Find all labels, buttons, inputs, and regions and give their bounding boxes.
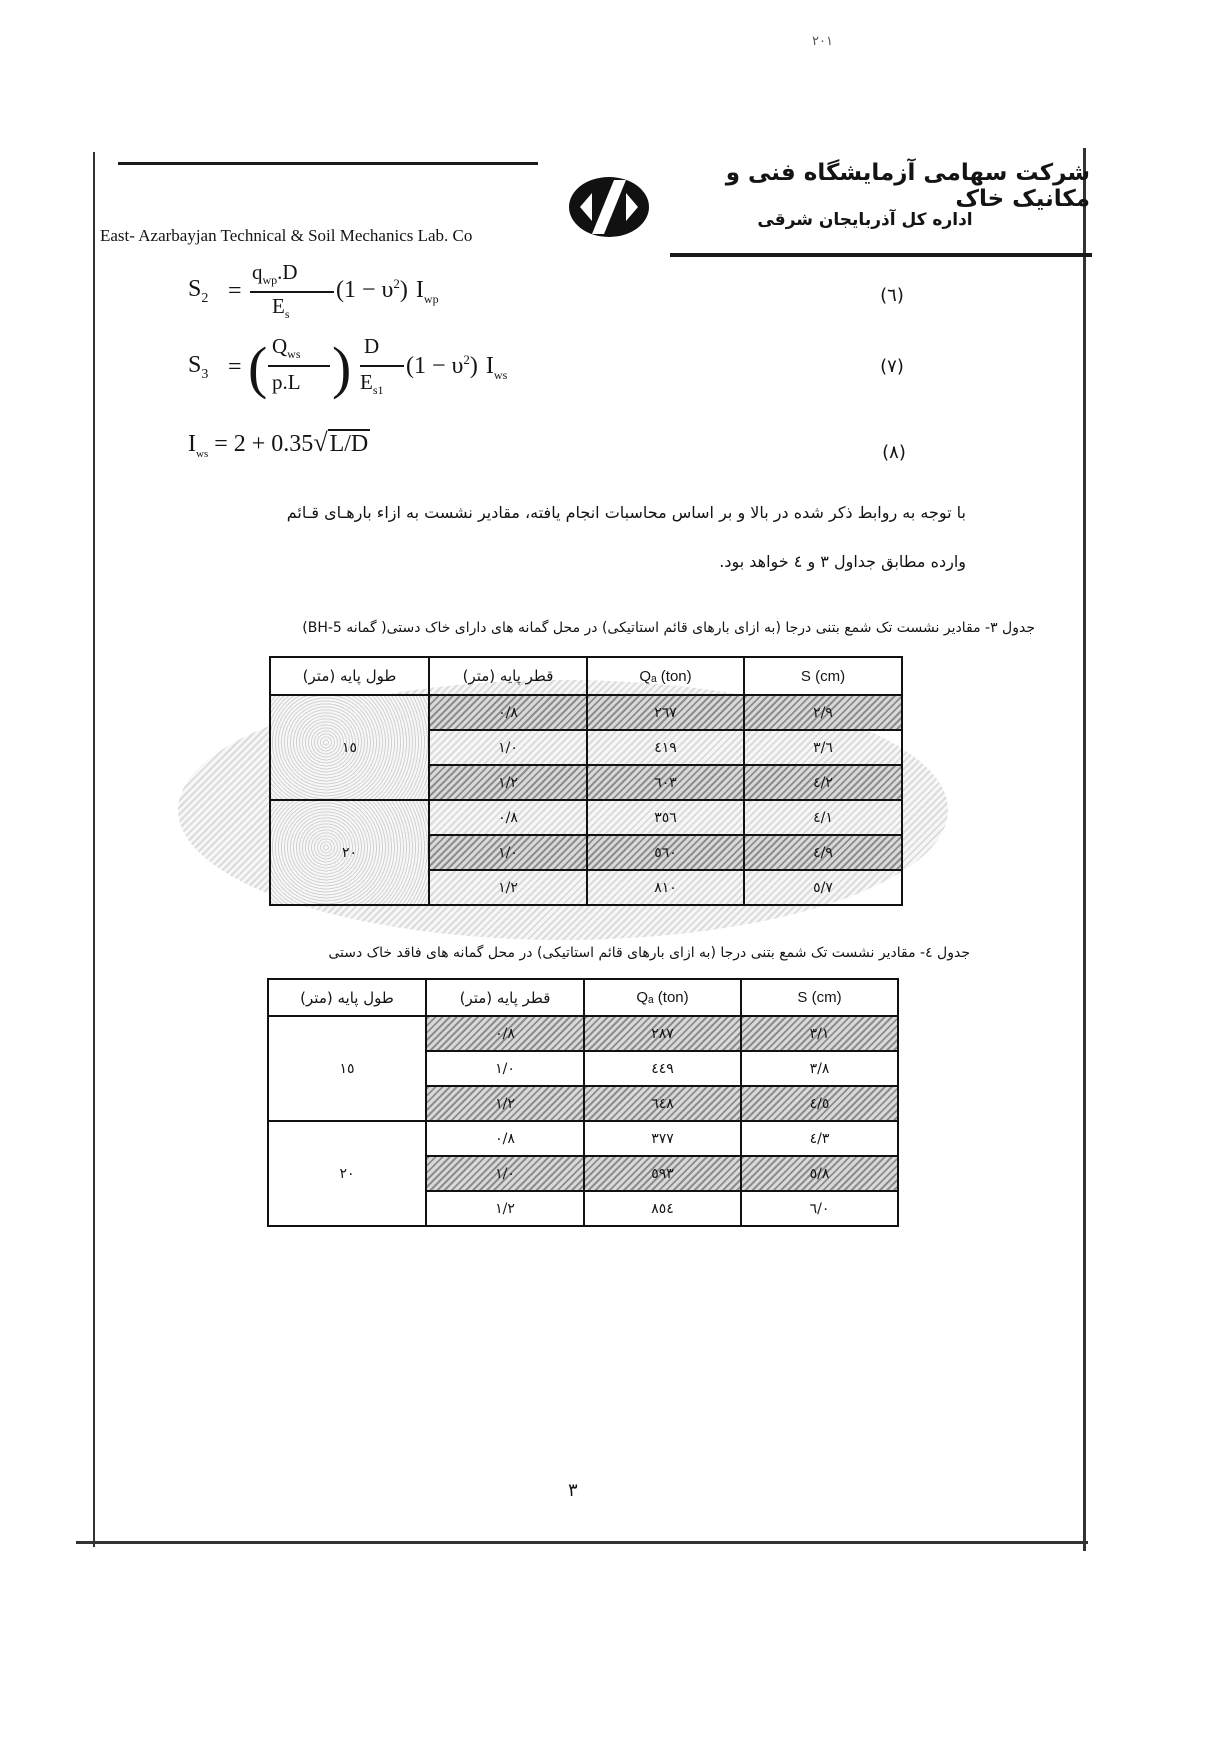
s-cell: ٤/٥	[741, 1086, 898, 1121]
diameter-cell: ٠/٨	[426, 1121, 584, 1156]
s-cell: ٢/٩	[744, 695, 902, 730]
qa-cell: ٦٤٨	[584, 1086, 741, 1121]
diameter-cell: ١/٢	[429, 765, 587, 800]
frame-right-border	[1083, 148, 1086, 1551]
table-3	[269, 656, 903, 906]
s-cell: ٣/٨	[741, 1051, 898, 1086]
qa-cell: ٨٥٤	[584, 1191, 741, 1226]
equation-7: $S_3$ = ( $Q_{ws}$ p.L ) D $E_{s1}$ $(1 - \upsilon^2)$ $I_{ws}$	[188, 334, 508, 400]
qa-cell: ٤١٩	[587, 730, 744, 765]
qa-cell: ٢٨٧	[584, 1016, 741, 1051]
table-row	[270, 800, 902, 835]
s-cell: ٦/٠	[741, 1191, 898, 1226]
equation-7-number: (٧)	[880, 356, 904, 377]
frame-bottom-border	[76, 1541, 1088, 1544]
company-name-fa: شرکت سهامی آزمایشگاه فنی و مکانیک خاک	[725, 160, 1090, 212]
page-mark: ٢٠١	[812, 34, 833, 49]
length-cell: ١٥	[270, 695, 429, 800]
qa-cell: ٤٤٩	[584, 1051, 741, 1086]
diameter-cell: ١/٠	[426, 1156, 584, 1191]
col-header-qa: Qₐ (ton)	[584, 979, 741, 1016]
col-header-length: طول پایه (متر)	[268, 979, 426, 1016]
col-header-length: طول پایه (متر)	[270, 657, 429, 695]
table-row	[268, 1121, 898, 1156]
table-4	[267, 978, 899, 1227]
table-4-caption: جدول ٤- مقادیر نشست تک شمع بتنی درجا (به ازای بارهای قائم استاتیکی) در محل گمانه های فاقد خاک دستی	[328, 945, 970, 961]
diameter-cell: ٠/٨	[426, 1016, 584, 1051]
equation-6: $S_2$ = $q_{wp}.D$ $E_s$ $(1 - \upsilon^2)$ $I_{wp}$	[188, 260, 439, 322]
table-3-caption: جدول ٣- مقادیر نشست تک شمع بتنی درجا (به ازای بارهای قائم استاتیکی) در محل گمانه های دارای خاک دستی( گمانه BH-5)	[302, 620, 1035, 636]
diameter-cell: ١/٠	[429, 835, 587, 870]
s-cell: ٣/١	[741, 1016, 898, 1051]
frame-left-border	[93, 152, 95, 1547]
s-cell: ٣/٦	[744, 730, 902, 765]
office-name-fa: اداره کل آذربایجان شرقی	[757, 210, 973, 230]
s-cell: ٥/٨	[741, 1156, 898, 1191]
diameter-cell: ١/٢	[426, 1191, 584, 1226]
header-rule-left	[118, 162, 538, 165]
diameter-cell: ٠/٨	[429, 800, 587, 835]
s-cell: ٤/٩	[744, 835, 902, 870]
qa-cell: ٥٦٠	[587, 835, 744, 870]
qa-cell: ٣٥٦	[587, 800, 744, 835]
qa-cell: ٣٧٧	[584, 1121, 741, 1156]
table-row	[270, 695, 902, 730]
length-cell: ٢٠	[268, 1121, 426, 1226]
col-header-diameter: قطر پایه (متر)	[429, 657, 587, 695]
col-header-qa: Qₐ (ton)	[587, 657, 744, 695]
equation-8-number: (٨)	[882, 442, 906, 463]
header-rule-right	[670, 253, 1092, 257]
diameter-cell: ٠/٨	[429, 695, 587, 730]
diameter-cell: ١/٢	[429, 870, 587, 905]
qa-cell: ٢٦٧	[587, 695, 744, 730]
qa-cell: ٥٩٣	[584, 1156, 741, 1191]
diameter-cell: ١/٢	[426, 1086, 584, 1121]
equation-8: $I_{ws} = 2 + 0.35√L/D$	[188, 428, 369, 460]
paragraph-line-1: با توجه به روابط ذکر شده در بالا و بر اساس محاسبات انجام یافته، مقادیر نشست به ازاء بارهـای قـائم	[286, 503, 966, 522]
length-cell: ٢٠	[270, 800, 429, 905]
equation-6-number: (٦)	[880, 285, 904, 306]
col-header-diameter: قطر پایه (متر)	[426, 979, 584, 1016]
s-cell: ٤/٢	[744, 765, 902, 800]
table-row	[268, 1016, 898, 1051]
page-number: ٣	[568, 1480, 578, 1501]
col-header-s: S (cm)	[744, 657, 902, 695]
diameter-cell: ١/٠	[429, 730, 587, 765]
length-cell: ١٥	[268, 1016, 426, 1121]
s-cell: ٤/٣	[741, 1121, 898, 1156]
company-logo-icon	[568, 176, 650, 238]
qa-cell: ٨١٠	[587, 870, 744, 905]
s-cell: ٤/١	[744, 800, 902, 835]
s-cell: ٥/٧	[744, 870, 902, 905]
company-name-en: East- Azarbayjan Technical & Soil Mechanics Lab. Co	[100, 226, 473, 245]
col-header-s: S (cm)	[741, 979, 898, 1016]
qa-cell: ٦٠٣	[587, 765, 744, 800]
diameter-cell: ١/٠	[426, 1051, 584, 1086]
paragraph-line-2: وارده مطابق جداول ٣ و ٤ خواهد بود.	[719, 552, 966, 571]
